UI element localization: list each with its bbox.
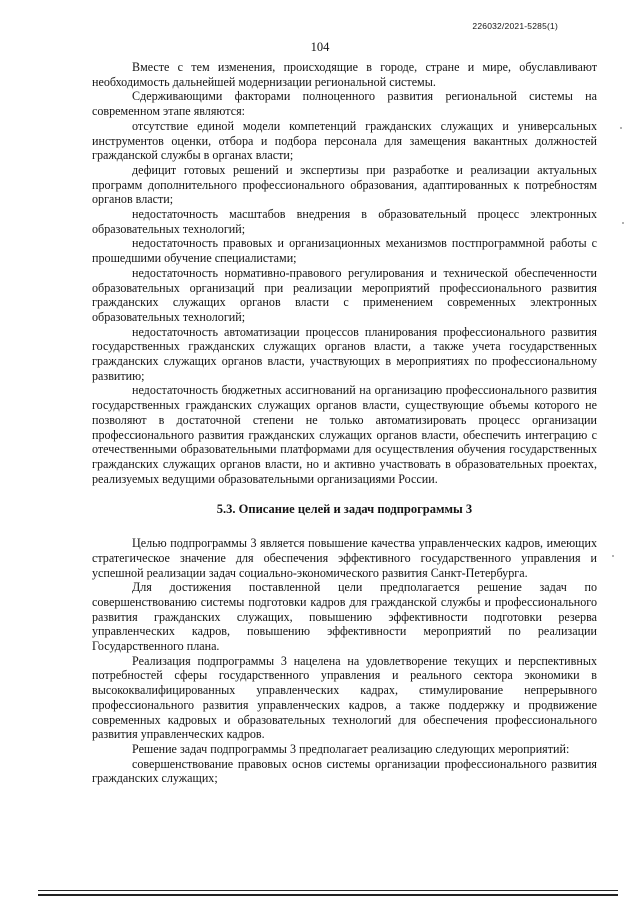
- bottom-rule: [38, 894, 618, 896]
- scan-speck: [620, 127, 622, 129]
- scan-speck: [622, 222, 624, 224]
- paragraph: Реализация подпрограммы 3 нацелена на удовлетворение текущих и перспективных потребностей сферы государственного управления и реального сектора экономики в высококвалифицированных управленческих кадрах, стимулирование непрерывного профессионального развития управленческих кадров, а также поддержку и продвижение современных кадровых и образовательных технологий для обеспечения профессионального развития управленческих кадров.: [92, 653, 597, 742]
- paragraph: совершенствование правовых основ системы организации профессионального развития гражданских служащих;: [92, 756, 597, 786]
- paragraph: Вместе с тем изменения, происходящие в городе, стране и мире, обуславливают необходимость дальнейшей модернизации региональной системы.: [92, 60, 597, 89]
- section-heading: 5.3. Описание целей и задач подпрограммы 3: [216, 502, 473, 517]
- paragraph: Для достижения поставленной цели предполагается решение задач по совершенствованию системы подготовки кадров для гражданской службы и профессионального развития гражданских служащих, повышению эффективности подготовки резерва управленческих кадров, повышению эффективности мероприятий по реализации Государственного плана.: [92, 580, 597, 654]
- page-number: 104: [310, 40, 330, 54]
- paragraph: недостаточность масштабов внедрения в образовательный процесс электронных образовательных технологий;: [92, 207, 597, 236]
- paragraph: отсутствие единой модели компетенций гражданских служащих и универсальных инструментов оценки, отбора и подбора персонала для замещения вакантных должностей гражданской службы в органах власти;: [92, 118, 597, 163]
- paragraph: недостаточность бюджетных ассигнований на организацию профессионального развития государственных гражданских служащих органов власти, существующие объемы которого не позволяют в достаточной степени не только автоматизировать процесс организации профессионального развития гражданских служащих органов власти, обеспечить интеграцию с отечественными образовательными платформами для осуществления обучения государственных гражданских служащих органов власти, но и активно участвовать в образовательных проектах, реализуемых ведущими образовательными организациями России.: [92, 383, 597, 486]
- paragraph: недостаточность нормативно-правового регулирования и технической обеспеченности образовательных организаций при реализации мероприятий профессионального развития гражданских служащих органов власти с применением современных электронных образовательных технологий;: [92, 265, 597, 324]
- document-id: 226032/2021-5285(1): [472, 21, 558, 31]
- paragraph: Сдерживающими факторами полноценного развития региональной системы на современном этапе являются:: [92, 89, 597, 119]
- bottom-rule: [38, 890, 618, 891]
- paragraph: Целью подпрограммы 3 является повышение качества управленческих кадров, имеющих стратегическое значение для обеспечения эффективного государственного управления и успешной реализации задач социально-экономического развития Санкт-Петербурга.: [92, 536, 597, 580]
- scan-speck: [612, 555, 614, 557]
- paragraph: недостаточность автоматизации процессов планирования профессионального развития государственных гражданских служащих органов власти, а также учета государственных гражданских служащих органов власти, участвующих в мероприятиях по профессиональному развитию;: [92, 324, 597, 383]
- paragraph: дефицит готовых решений и экспертизы при разработке и реализации актуальных программ дополнительного профессионального образования, адаптированных к потребностям органов власти;: [92, 162, 597, 207]
- document-body: [92, 60, 597, 786]
- paragraph: Решение задач подпрограммы 3 предполагает реализацию следующих мероприятий:: [132, 741, 570, 756]
- paragraph: недостаточность правовых и организационных механизмов постпрограммной работы с прошедшими обучение специалистами;: [92, 236, 597, 266]
